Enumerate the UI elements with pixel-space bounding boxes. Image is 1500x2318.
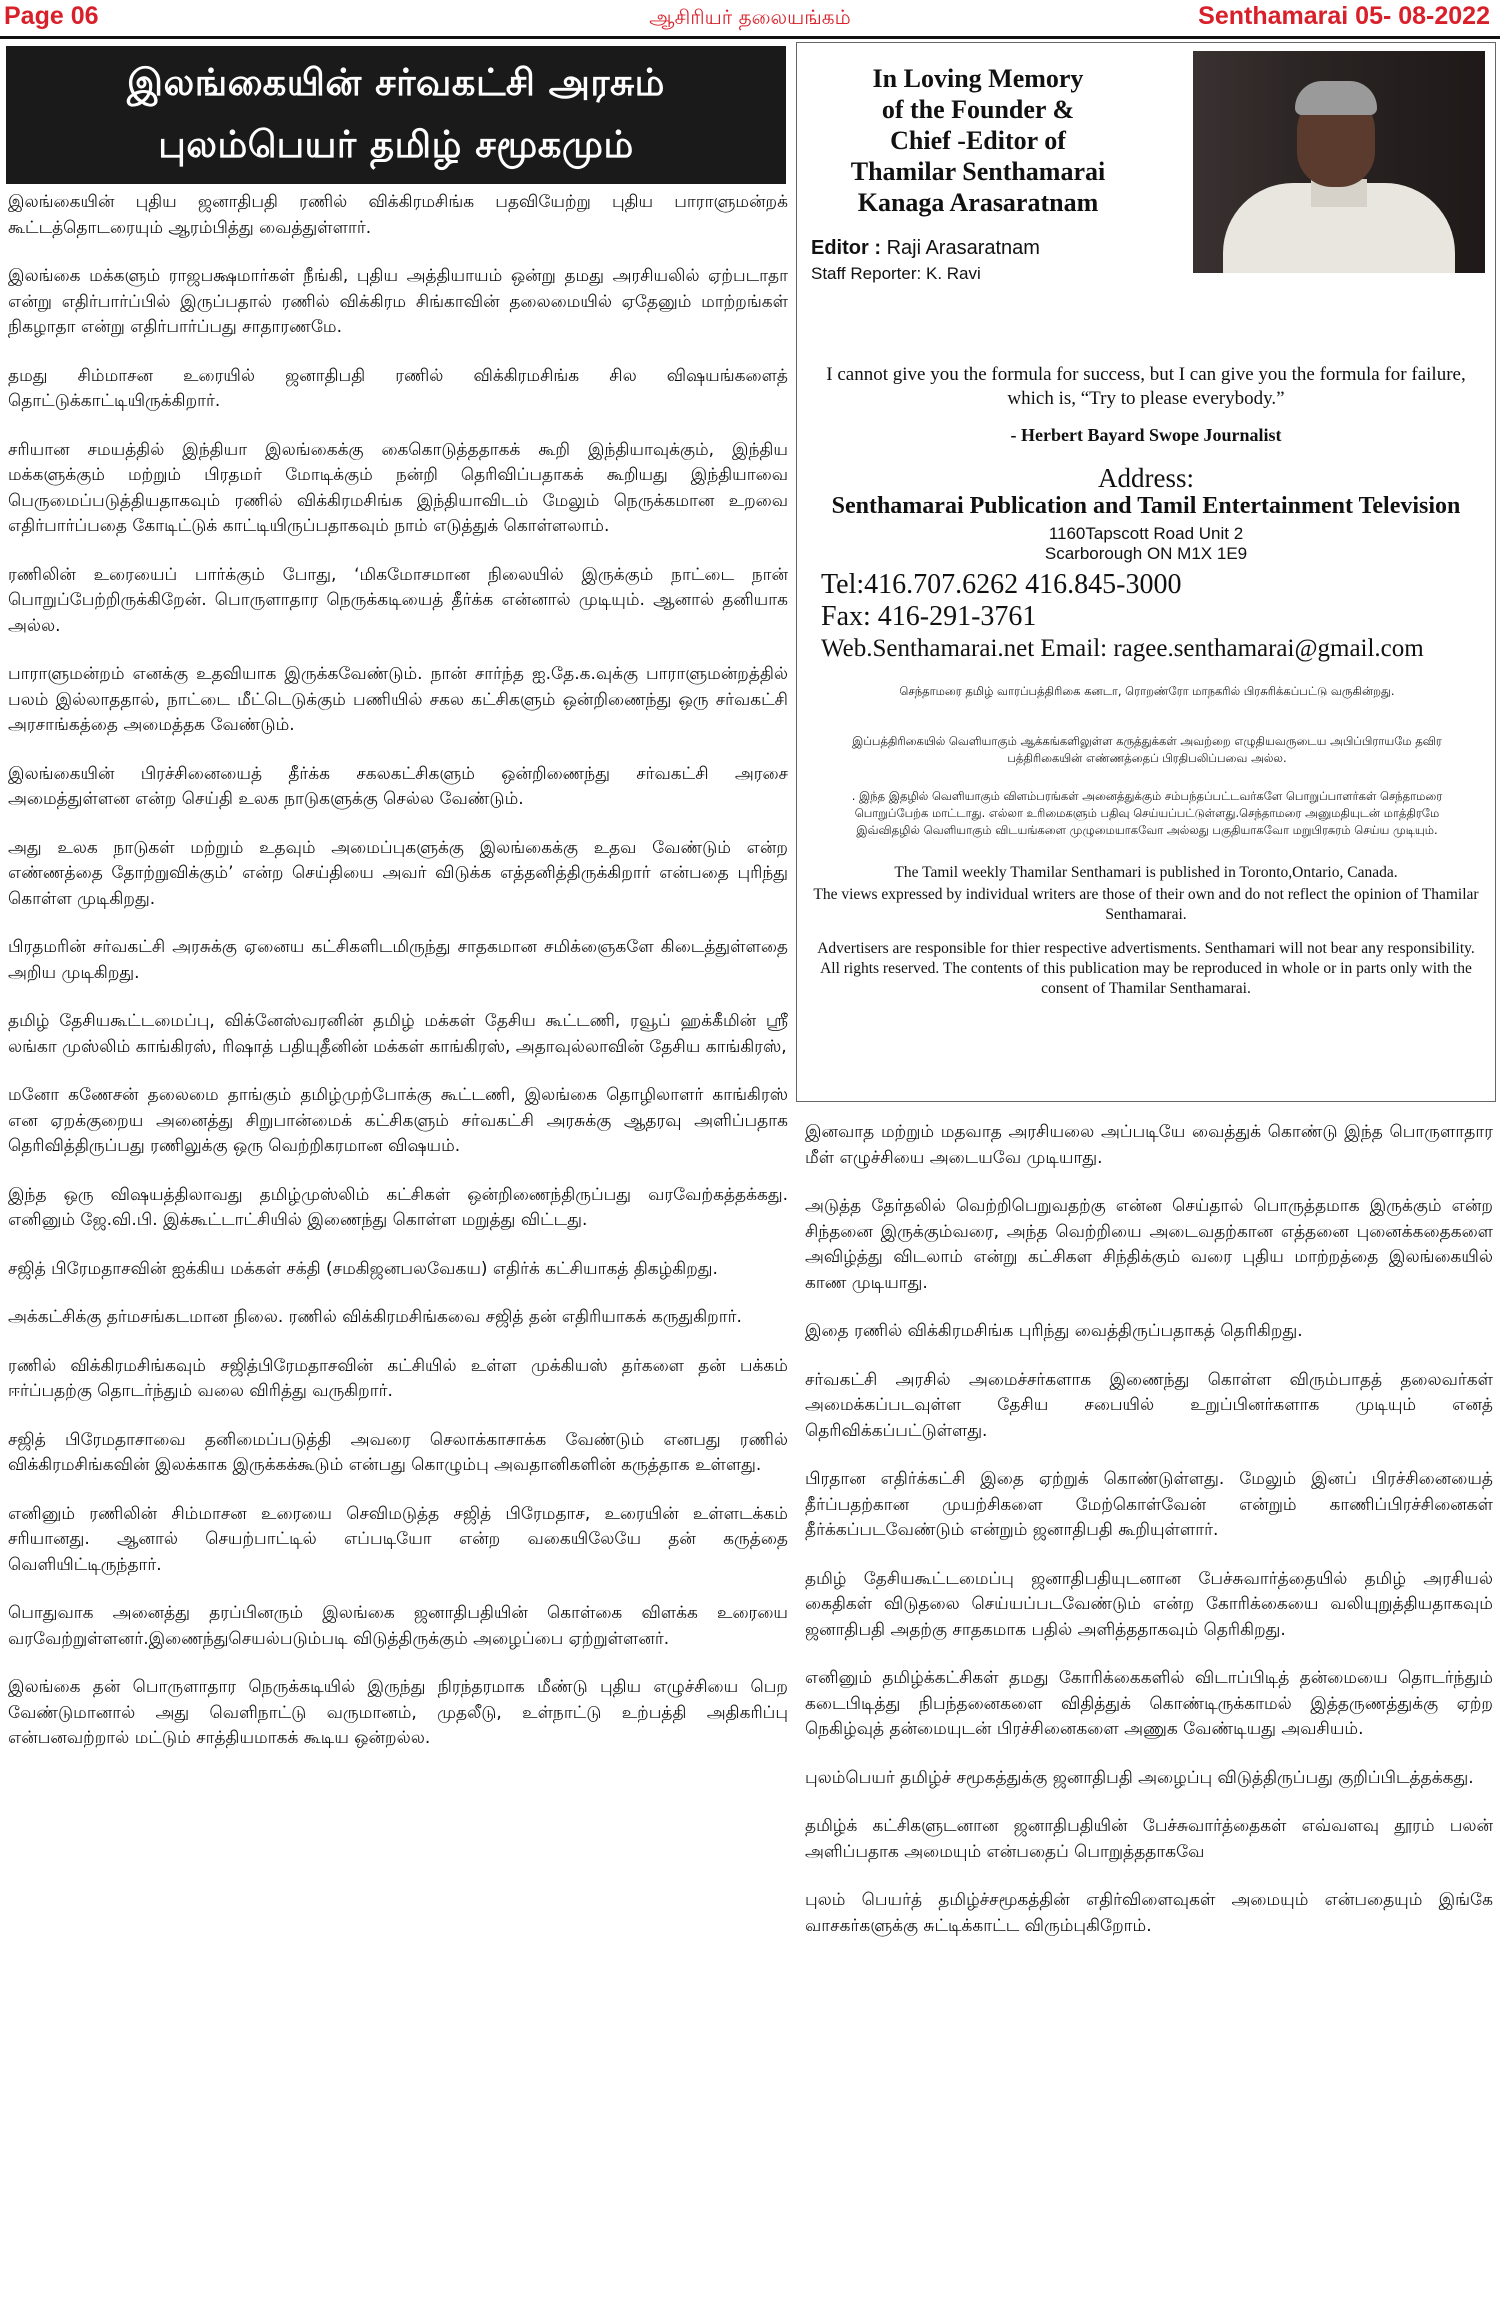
article-paragraph: தமிழ் தேசியகூட்டமைப்பு ஜனாதிபதியுடனான பேச்சுவார்த்தையில் தமிழ் அரசியல் கைதிகள் விடுதலை செய்யப்படவேண்டும் என்ற கோரிக்கையை வலியுறுத்தியதாகவும் ஜனாதிபதி அதற்கு சாதகமாக பதில் அளித்ததாகவும் தெரிகிறது. — [805, 1568, 1493, 1640]
reporter-name: K. Ravi — [925, 264, 981, 283]
article-paragraph: பிரதான எதிர்க்கட்சி இதை ஏற்றுக் கொண்டுள்ளது. மேலும் இனப் பிரச்சினையைத் தீர்ப்பதற்கான முயற்சிகளை மேற்கொள்வேன் என்றும் காணிப்பிரச்சினைகள் தீர்க்கப்படவேண்டும் என்றும் ஜனாதிபதி கூறியுள்ளார். — [805, 1469, 1493, 1540]
founder-photo — [1193, 51, 1485, 273]
masthead-box — [796, 42, 1496, 1102]
memorial-line: Thamilar Senthamarai — [850, 157, 1106, 186]
reporter-label: Staff Reporter: — [811, 264, 922, 283]
headline-line-1: இலங்கையின் சர்வகட்சி அரசும் — [127, 61, 665, 104]
article-paragraph: தமிழ்க் கட்சிகளுடனான ஜனாதிபதியின் பேச்சுவார்த்தைகள் எவ்வளவு தூரம் பலன் அளிப்பதாக அமையும் என்பதைப் பொறுத்ததாகவே — [805, 1816, 1493, 1862]
article-paragraph: பொதுவாக அனைத்து தரப்பினரும் இலங்கை ஜனாதிபதியின் கொள்கை விளக்க உரையை வரவேற்றுள்ளனர்.இணைந்துசெயல்படும்படி விடுத்திருக்கும் அழைப்பை ஏற்றுள்ளனர். — [8, 1603, 788, 1649]
article-paragraph: சர்வகட்சி அரசில் அமைச்சர்களாக இணைந்து கொள்ள விரும்பாதத் தலைவர்கள் அமைக்கப்படவுள்ள தேசிய சபையில் உறுப்பினர்களாக முடியும் எனத் தெரிவிக்கப்பட்டுள்ளது. — [805, 1369, 1493, 1441]
quote-text: I cannot give you the formula for success, but I can give you the formula for failure, which is, “Try to please everybody.” — [826, 364, 1466, 409]
article-paragraph: புலம்பெயர் தமிழ்ச் சமூகத்துக்கு ஜனாதிபதி அழைப்பு விடுத்திருப்பது குறிப்பிடத்தக்கது. — [805, 1767, 1474, 1788]
article-paragraph: ரணிலின் உரையைப் பார்க்கும் போது, ‘மிகமோசமான நிலையில் இருக்கும் நாட்டை நான் பொறுப்பேற்றிருக்கிறேன். பொருளாதார நெருக்கடியைத் தீர்க்க என்னால் முடியும். ஆனால் தனியாக அல்ல. — [8, 564, 788, 636]
web-email: Web.Senthamarai.net Email: ragee.senthamarai@gmail.com — [821, 635, 1424, 662]
address-title: Address: — [1098, 463, 1194, 493]
address-city: Scarborough ON M1X 1E9 — [1044, 544, 1248, 563]
telephone: Tel:416.707.6262 416.845-3000 — [821, 569, 1182, 600]
notice-tamil-publication: செந்தாமரை தமிழ் வாரப்பத்திரிகை கனடா, ரொறண்ரோ மாநகரில் பிரசுரிக்கப்பட்டு வருகின்றது. — [899, 684, 1395, 698]
headline-banner — [6, 46, 786, 184]
article-paragraph: புலம் பெயர்த் தமிழ்ச்சமூகத்தின் எதிர்விளைவுகள் அமையும் என்பதையும் இங்கே வாசகர்களுக்கு சுட்டிக்காட்ட விரும்புகிறோம். — [805, 1890, 1493, 1936]
article-paragraph: இந்த ஒரு விஷயத்திலாவது தமிழ்முஸ்லிம் கட்சிகள் ஒன்றிணைந்திருப்பது வரவேற்கத்தக்கது. எனினும் ஜே.வி.பி. இக்கூட்டாட்சியில் இணைந்து கொள்ள மறுத்து விட்டது. — [8, 1184, 788, 1230]
editor-name: Raji Arasaratnam — [886, 237, 1040, 259]
page-header — [0, 0, 1500, 38]
section-title: ஆசிரியர் தலையங்கம் — [649, 5, 851, 29]
notice-english-views: The views expressed by individual writers are those of their own and do not reflect the opinion of Thamilar Senthamarai. — [813, 886, 1479, 923]
article-paragraph: அக்கட்சிக்கு தர்மசங்கடமான நிலை. ரணில் விக்கிரமசிங்கவை சஜித் தன் எதிரியாகக் கருதுகிறார். — [8, 1307, 742, 1327]
notice-tamil-views: இப்பத்திரிகையில் வெளியாகும் ஆக்கங்களிலுள்ள கருத்துக்கள் அவற்றை எழுதியவருடைய அபிப்பிராயமே தவிர பத்திரிகையின் எண்ணத்தைப் பிரதிபலிப்பவை அல்ல. — [852, 734, 1442, 765]
article-paragraph: பாராளுமன்றம் எனக்கு உதவியாக இருக்கவேண்டும். நான் சார்ந்த ஐ.தே.க.வுக்கு பாராளுமன்றத்தில் பலம் இல்லாததால், நாட்டை மீட்டெடுக்கும் பணியில் சகல கட்சிகளும் ஒன்றிணைந்து ஒரு சர்வகட்சி அரசாங்கத்தை அமைத்தக வேண்டும். — [8, 664, 788, 735]
article-paragraph: சஜித் பிரேமதாசவின் ஐக்கிய மக்கள் சக்தி (சமகிஜனபலவேகய) எதிர்க் கட்சியாகத் திகழ்கிறது. — [8, 1258, 718, 1279]
address-street: 1160Tapscott Road Unit 2 — [1048, 524, 1244, 543]
article-paragraph: சஜித் பிரேமதாசாவை தனிமைப்படுத்தி அவரை செலாக்காசாக்க வேண்டும் எனபது ரணில் விக்கிரமசிங்கவின் இலக்காக இருக்கக்கூடும் என்பது கொழும்பு அவதானிகளின் கருத்தாக உள்ளது. — [8, 1429, 788, 1475]
fax: Fax: 416-291-3761 — [821, 601, 1037, 632]
editor-label: Editor : — [811, 237, 881, 259]
article-paragraph: இலங்கையின் பிரச்சினையைத் தீர்க்க சகலகட்சிகளும் ஒன்றிணைந்து சர்வகட்சி அரசை அமைத்துள்ளன என்ற செய்தி உலக நாடுகளுக்கு செல்ல வேண்டும். — [8, 763, 788, 809]
notice-english-publication: The Tamil weekly Thamilar Senthamari is published in Toronto,Ontario, Canada. — [894, 864, 1398, 881]
memorial-line: In Loving Memory — [872, 64, 1084, 93]
article-paragraph: இதை ரணில் விக்கிரமசிங்க புரிந்து வைத்திருப்பதாகத் தெரிகிறது. — [805, 1321, 1303, 1341]
page-number: Page 06 — [4, 2, 99, 30]
notice-english-rights: Advertisers are responsible for thier respective advertisments. Senthamari will not bear any responsibility. All rights reserved. The contents of this publication may be reproduced in whole or in parts only with the consent of Thamilar Senthamarai. — [817, 940, 1475, 997]
article-paragraph: இலங்கை தன் பொருளாதார நெருக்கடியில் இருந்து நிரந்தரமாக மீண்டு புதிய எழுச்சியை பெற வேண்டுமானால் அது வெளிநாட்டு வருமானம், முதலீடு, உள்நாட்டு உற்பத்தி அதிகரிப்பு என்பனவற்றால் மட்டும் சாத்தியமாகக் கூடிய ஒன்றல்ல. — [8, 1677, 788, 1748]
article-paragraph: இலங்கையின் புதிய ஜனாதிபதி ரணில் விக்கிரமசிங்க பதவியேற்று புதிய பாராளுமன்றக் கூட்டத்தொடரையும் ஆரம்பித்து வைத்துள்ளார். — [8, 192, 788, 238]
memorial-dedication — [833, 63, 1123, 218]
notice-tamil-rights: . இந்த இதழில் வெளியாகும் விளம்பரங்கள் அனைத்துக்கும் சம்பந்தப்பட்டவர்களே பொறுப்பாளர்கள் செந்தாமரை பொறுப்பேற்க மாட்டாது. எல்லா உரிமைகளும் பதிவு செய்யப்பட்டுள்ளது.செந்தாமரை அனுமதியுடன் மாத்திரமே இவ்விதழில் வெளியாகும் விடயங்களை முழுமையாகவோ அல்லது பகுதியாகவோ மறுபிரசுரம் செய்ய முடியும். — [851, 789, 1443, 837]
headline-line-2: புலம்பெயர் தமிழ் சமூகமும் — [158, 123, 634, 166]
header-rule — [0, 36, 1500, 39]
memorial-line: of the Founder & — [881, 95, 1075, 124]
issue-date: Senthamarai 05- 08-2022 — [1198, 2, 1490, 30]
article-paragraph: இனவாத மற்றும் மதவாத அரசியலை அப்படியே வைத்துக் கொண்டு இந்த பொருளாதார மீள் எழுச்சியை அடையவே முடியாது. — [805, 1122, 1493, 1168]
article-paragraph: எனினும் தமிழ்க்கட்சிகள் தமது கோரிக்கைகளில் விடாப்பிடித் தன்மையை தொடர்ந்தும் கடைபிடித்து நிபந்தனைகளை விதித்துக் கொண்டிருக்காமல் இத்தருணத்துக்கு ஏற்ற நெகிழ்வுத் தன்மையுடன் பிரச்சினைகளை அணுக வேண்டியது அவசியம். — [805, 1668, 1493, 1739]
article-column-right — [805, 1120, 1493, 1962]
article-paragraph: சரியான சமயத்தில் இந்தியா இலங்கைக்கு கைகொடுத்ததாகக் கூறி இந்தியாவுக்கும், இந்திய மக்களுக்கும் மற்றும் பிரதமர் மோடிக்கும் நன்றி தெரிவிப்பதாகக் கூறியது இந்தியாவை பெருமைப்படுத்தியதாகவும் ரணில் விக்கிரமசிங்க இந்தியாவிடம் மேலும் நெருக்கமான உறவை எதிர்பார்ப்பதை கோடிட்டுக் காட்டியிருப்பதாகவும் நாம் எடுத்துக் கொள்ளலாம். — [8, 439, 788, 536]
staff-credits — [811, 233, 1040, 285]
memorial-line: Chief -Editor of — [890, 126, 1066, 155]
article-paragraph: இலங்கை மக்களும் ராஜபக்ஷமார்கள் நீங்கி, புதிய அத்தியாயம் ஒன்று தமது அரசியலில் ஏற்படாதா என்று எதிர்பார்ப்பில் இருப்பதால் ரணில் விக்கிரம சிங்காவின் தலைமையில் ஏதேனும் மாற்றங்கள் நிகழாதா என்று எதிர்பார்ப்பது சாதாரணமே. — [8, 266, 788, 337]
article-paragraph: மனோ கணேசன் தலைமை தாங்கும் தமிழ்முற்போக்கு கூட்டணி, இலங்கை தொழிலாளர் காங்கிரஸ் என ஏறக்குறைய அனைத்து சிறுபான்மைக் கட்சிகளும் சர்வகட்சி அரசுக்கு ஆதரவு அளிப்பதாக தெரிவித்திருப்பது ரணிலுக்கு ஒரு வெற்றிகரமான விஷயம். — [8, 1085, 788, 1156]
article-paragraph: அது உலக நாடுகள் மற்றும் உதவும் அமைப்புகளுக்கு இலங்கைக்கு உதவ வேண்டும் என்ற எண்ணத்தை தோற்றுவிக்கும்’ என்ற செய்தியை அவர் விடுக்க எத்தனித்திருக்கிறார் என்பதை புரிந்து கொள்ள முடிகிறது. — [8, 837, 788, 909]
article-paragraph: பிரதமரின் சர்வகட்சி அரசுக்கு ஏனைய கட்சிகளிடமிருந்து சாதகமான சமிக்ஞைகளே கிடைத்துள்ளதை அறிய முடிகிறது. — [8, 937, 788, 983]
article-paragraph: தமிழ் தேசியகூட்டமைப்பு, விக்னேஸ்வரனின் தமிழ் மக்கள் தேசிய கூட்டணி, ரவூப் ஹக்கீமின் ஸ்ரீ லங்கா முஸ்லிம் காங்கிரஸ், ரிஷாத் பதியுதீனின் மக்கள் காங்கிரஸ், அதாவுல்லாவின் தேசிய காங்கிரஸ், — [8, 1011, 788, 1057]
article-paragraph: எனினும் ரணிலின் சிம்மாசன உரையை செவிமடுத்த சஜித் பிரேமதாச, உரையின் உள்ளடக்கம் சரியானது. ஆனால் செயற்பாட்டில் எப்படியோ என்ற வகையிலேயே தன் கருத்தை வெளியிட்டிருந்தார். — [8, 1503, 788, 1575]
memorial-line: Kanaga Arasaratnam — [857, 188, 1099, 217]
article-column-left — [8, 190, 788, 1775]
article-paragraph: அடுத்த தேர்தலில் வெற்றிபெறுவதற்கு என்ன செய்தால் பொருத்தமாக இருக்கும் என்ற சிந்தனை இருக்கும்வரை, அந்த வெற்றியை அடைவதற்கான எத்தனை புனைக்கதைகளை அவிழ்த்து விடலாம் என்று கட்சிகள சிந்திக்கும் வரை புதிய மாற்றத்தை இலங்கையில் காண முடியாது. — [805, 1196, 1493, 1293]
article-paragraph: ரணில் விக்கிரமசிங்கவும் சஜித்பிரேமதாசவின் கட்சியில் உள்ள முக்கியஸ் தர்களை தன் பக்கம் ஈர்ப்பதற்கு தொடர்ந்தும் வலை விரித்து வருகிறார். — [8, 1355, 788, 1401]
article-paragraph: தமது சிம்மாசன உரையில் ஜனாதிபதி ரணில் விக்கிரமசிங்க சில விஷயங்களைத் தொட்டுக்காட்டியிருக்கிறார். — [8, 365, 788, 411]
address-organization: Senthamarai Publication and Tamil Entertainment Television — [831, 493, 1461, 519]
quote-author: - Herbert Bayard Swope Journalist — [1010, 425, 1282, 445]
